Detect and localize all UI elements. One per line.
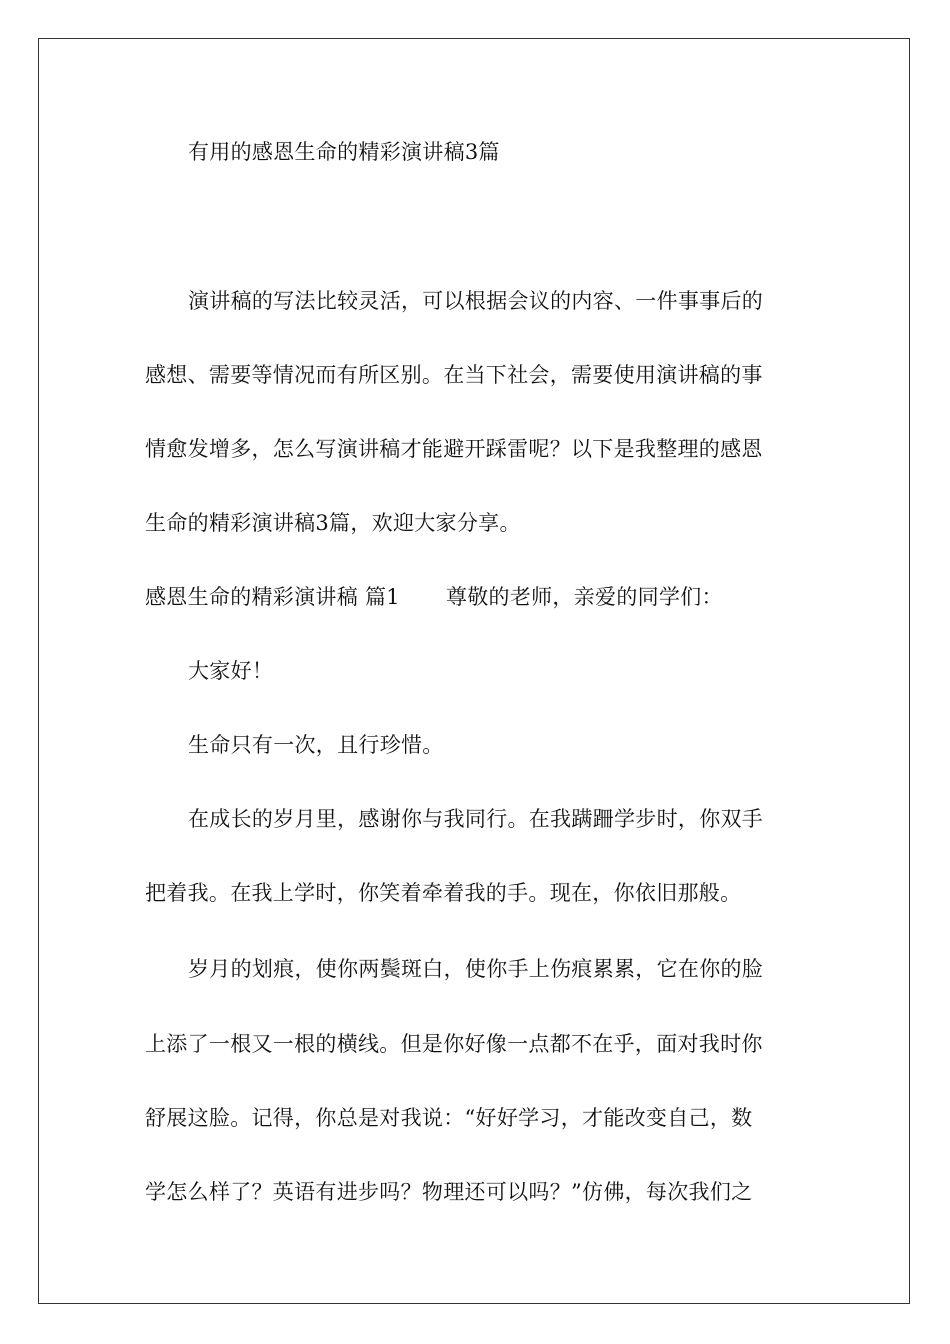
salutation: 尊敬的老师，亲爱的同学们： [445,585,723,609]
body-line-7: 学怎么样了？英语有进步吗？物理还可以吗？”仿佛，每次我们之 [145,1180,753,1204]
intro-line-1: 演讲稿的写法比较灵活，可以根据会议的内容、一件事事后的 [188,289,764,313]
body-line-6: 舒展这脸。记得，你总是对我说：“好好学习，才能改变自己，数 [145,1106,753,1130]
intro-line-2: 感想、需要等情况而有所区别。在当下社会，需要使用演讲稿的事 [145,363,763,387]
body-line-4: 岁月的划痕，使你两鬓斑白，使你手上伤痕累累，它在你的脸 [188,957,764,981]
section-heading: 感恩生命的精彩演讲稿 篇1 [145,585,400,609]
body-line-3: 把着我。在我上学时，你笑着牵着我的手。现在，你依旧那般。 [145,881,742,905]
body-line-5: 上添了一根又一根的横线。但是你好像一点都不在乎，面对我时你 [145,1032,763,1056]
section-heading-line [145,583,805,611]
greeting: 大家好！ [188,659,274,683]
document-title: 有用的感恩生命的精彩演讲稿3篇 [188,140,500,164]
body-line-2: 在成长的岁月里，感谢你与我同行。在我蹒跚学步时，你双手 [188,807,764,831]
intro-line-4: 生命的精彩演讲稿3篇，欢迎大家分享。 [145,511,521,535]
body-line-1: 生命只有一次，且行珍惜。 [188,733,444,757]
intro-line-3: 情愈发增多，怎么写演讲稿才能避开踩雷呢？以下是我整理的感恩 [145,437,763,461]
